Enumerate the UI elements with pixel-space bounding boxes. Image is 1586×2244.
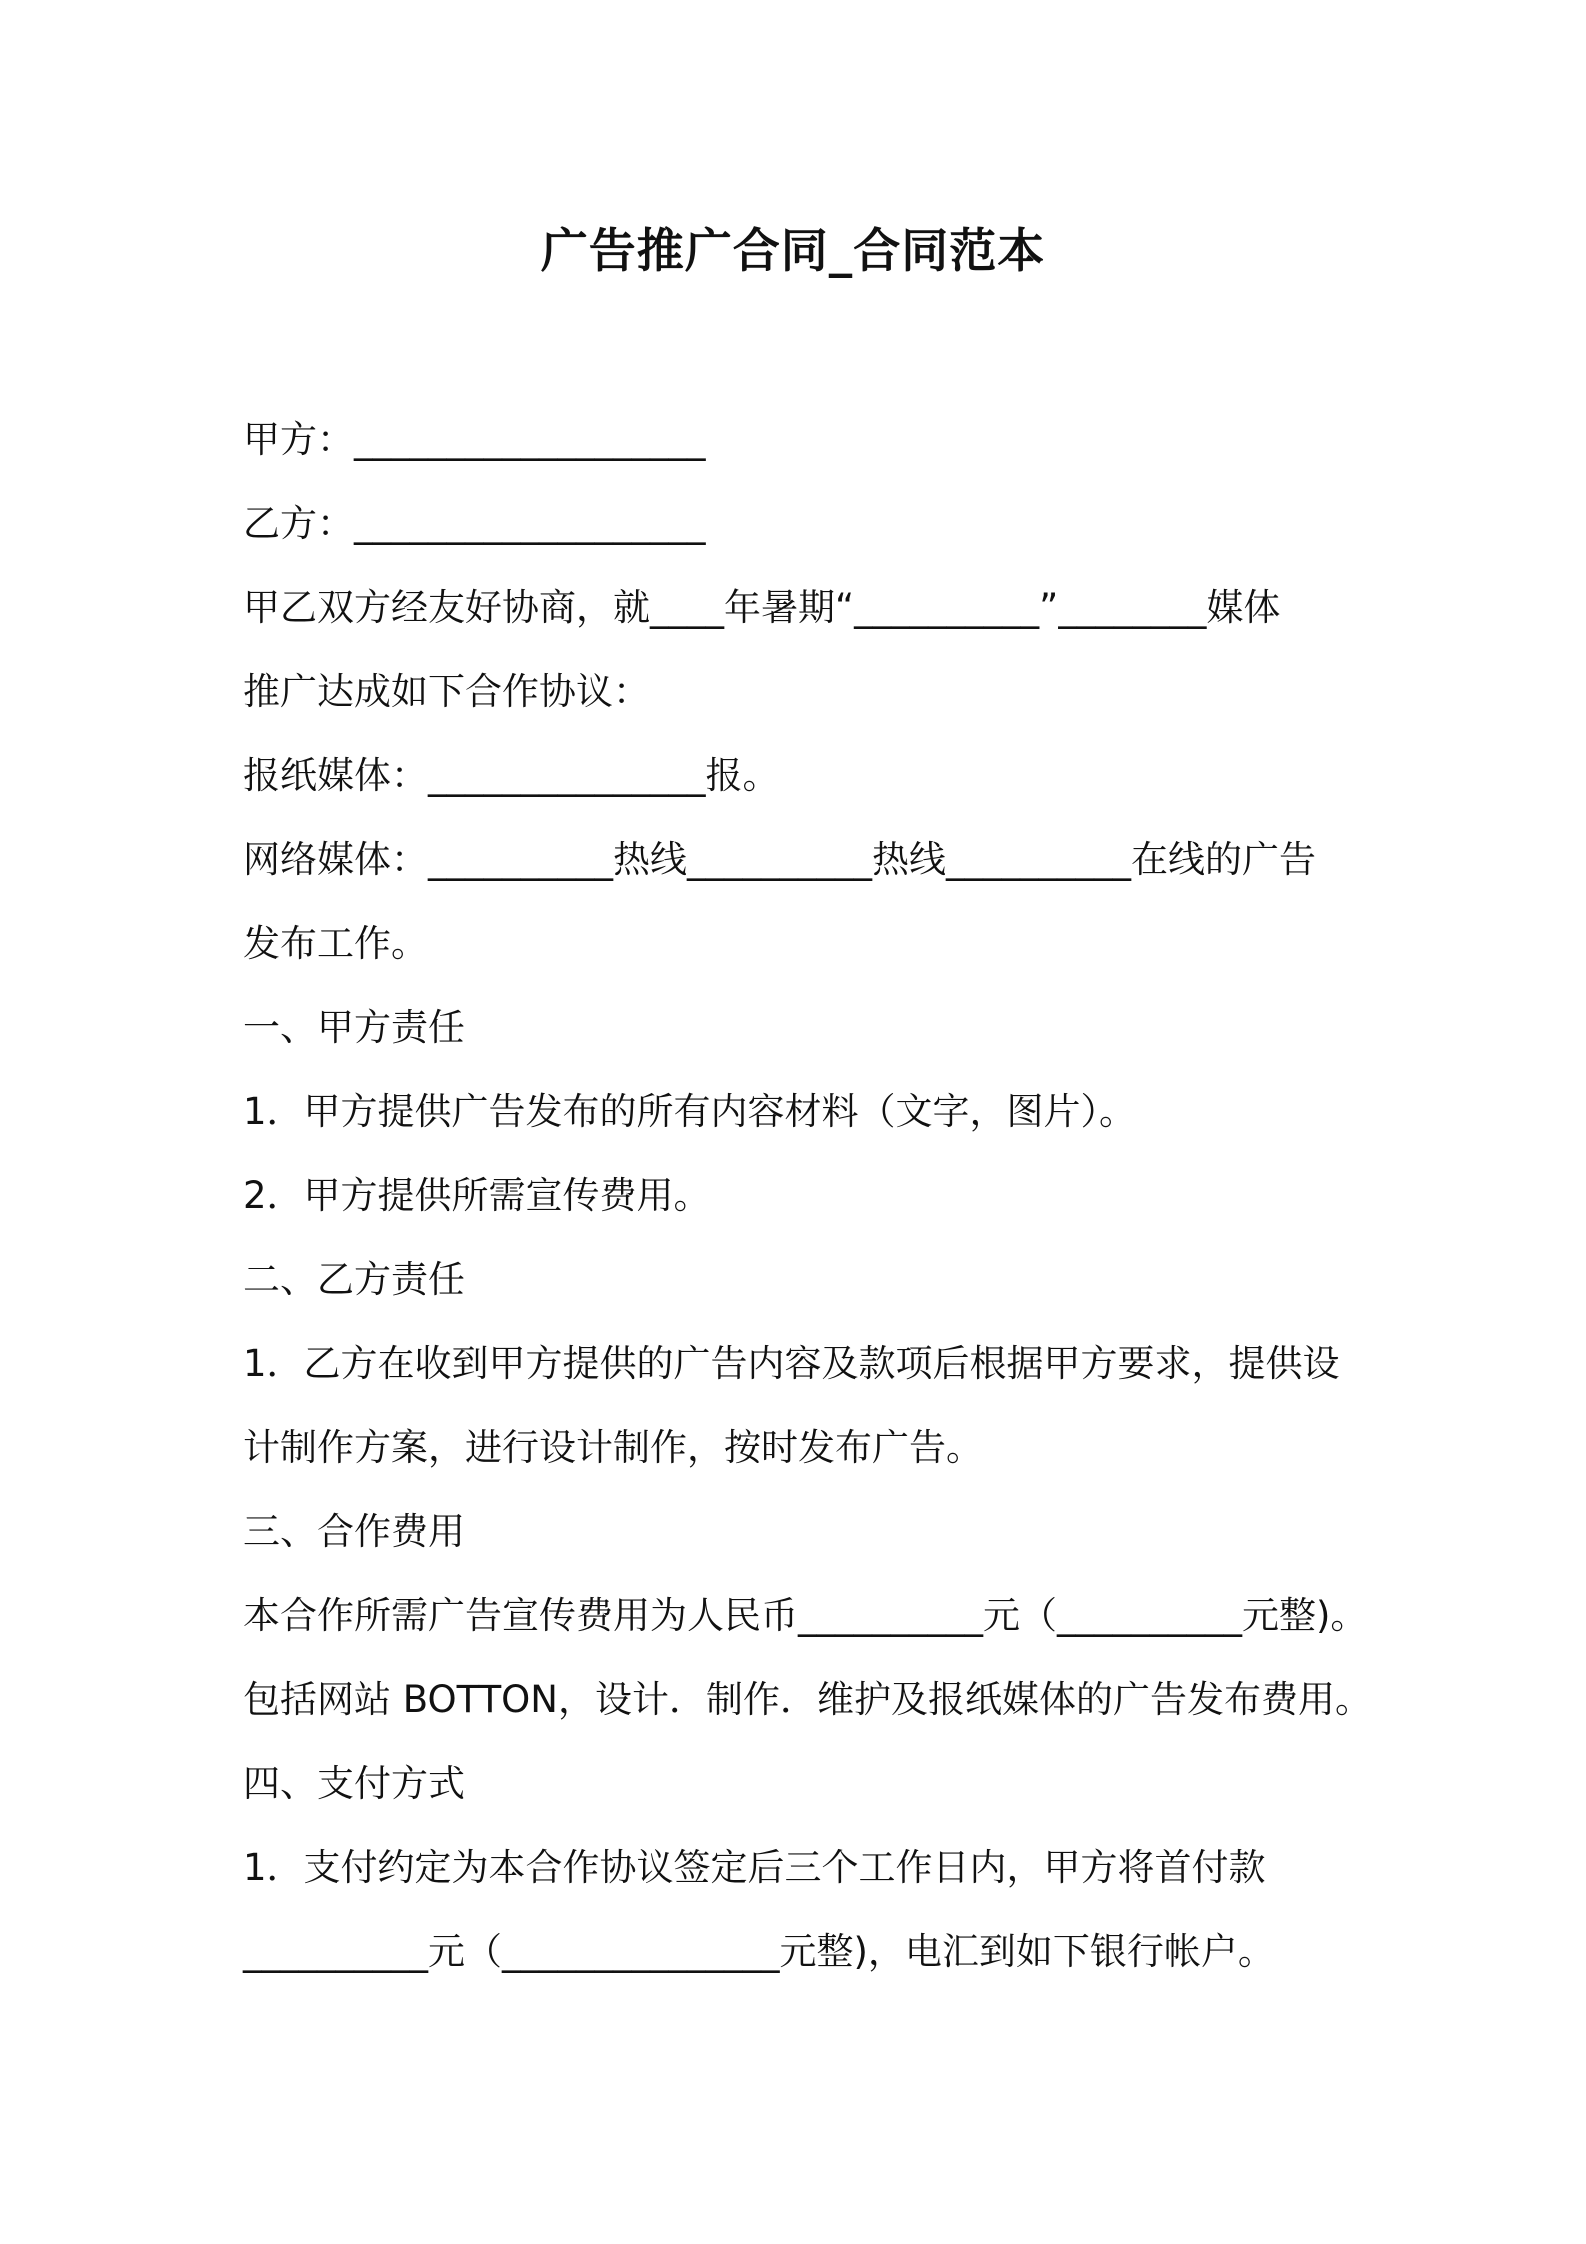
fees-clause-line-2: 包括网站 BOTTON，设计．制作．维护及报纸媒体的广告发布费用。: [243, 1678, 1372, 1721]
section-heading-fees: 三、合作费用: [243, 1510, 465, 1553]
agreement-intro-line-1: 甲乙双方经友好协商，就____年暑期“__________”________媒体: [243, 586, 1281, 629]
online-media-line-2: 发布工作。: [243, 922, 428, 965]
party-b-clause-1-line-1: 1．乙方在收到甲方提供的广告内容及款项后根据甲方要求，提供设: [243, 1342, 1340, 1385]
document-title: 广告推广合同_合同范本: [540, 224, 1046, 279]
party-b-line: 乙方：___________________: [243, 502, 706, 545]
party-a-clause-2: 2．甲方提供所需宣传费用。: [243, 1174, 711, 1217]
agreement-intro-line-2: 推广达成如下合作协议：: [243, 670, 650, 713]
newspaper-media-line: 报纸媒体：_______________报。: [243, 754, 780, 797]
party-a-line: 甲方：___________________: [243, 418, 706, 461]
payment-clause-line-1: 1．支付约定为本合作协议签定后三个工作日内，甲方将首付款: [243, 1846, 1266, 1889]
party-a-clause-1: 1．甲方提供广告发布的所有内容材料（文字，图片）。: [243, 1090, 1137, 1133]
payment-clause-line-2: __________元（_______________元整)，电汇到如下银行帐户。: [243, 1930, 1275, 1973]
online-media-line-1: 网络媒体：__________热线__________热线__________在线的广告: [243, 838, 1316, 881]
document-body: [243, 410, 1383, 2006]
section-heading-payment: 四、支付方式: [243, 1762, 465, 1805]
party-b-clause-1-line-2: 计制作方案，进行设计制作，按时发布广告。: [243, 1426, 983, 1469]
section-heading-party-b: 二、乙方责任: [243, 1258, 465, 1301]
fees-clause-line-1: 本合作所需广告宣传费用为人民币__________元（__________元整)。: [243, 1594, 1368, 1637]
section-heading-party-a: 一、甲方责任: [243, 1006, 465, 1049]
